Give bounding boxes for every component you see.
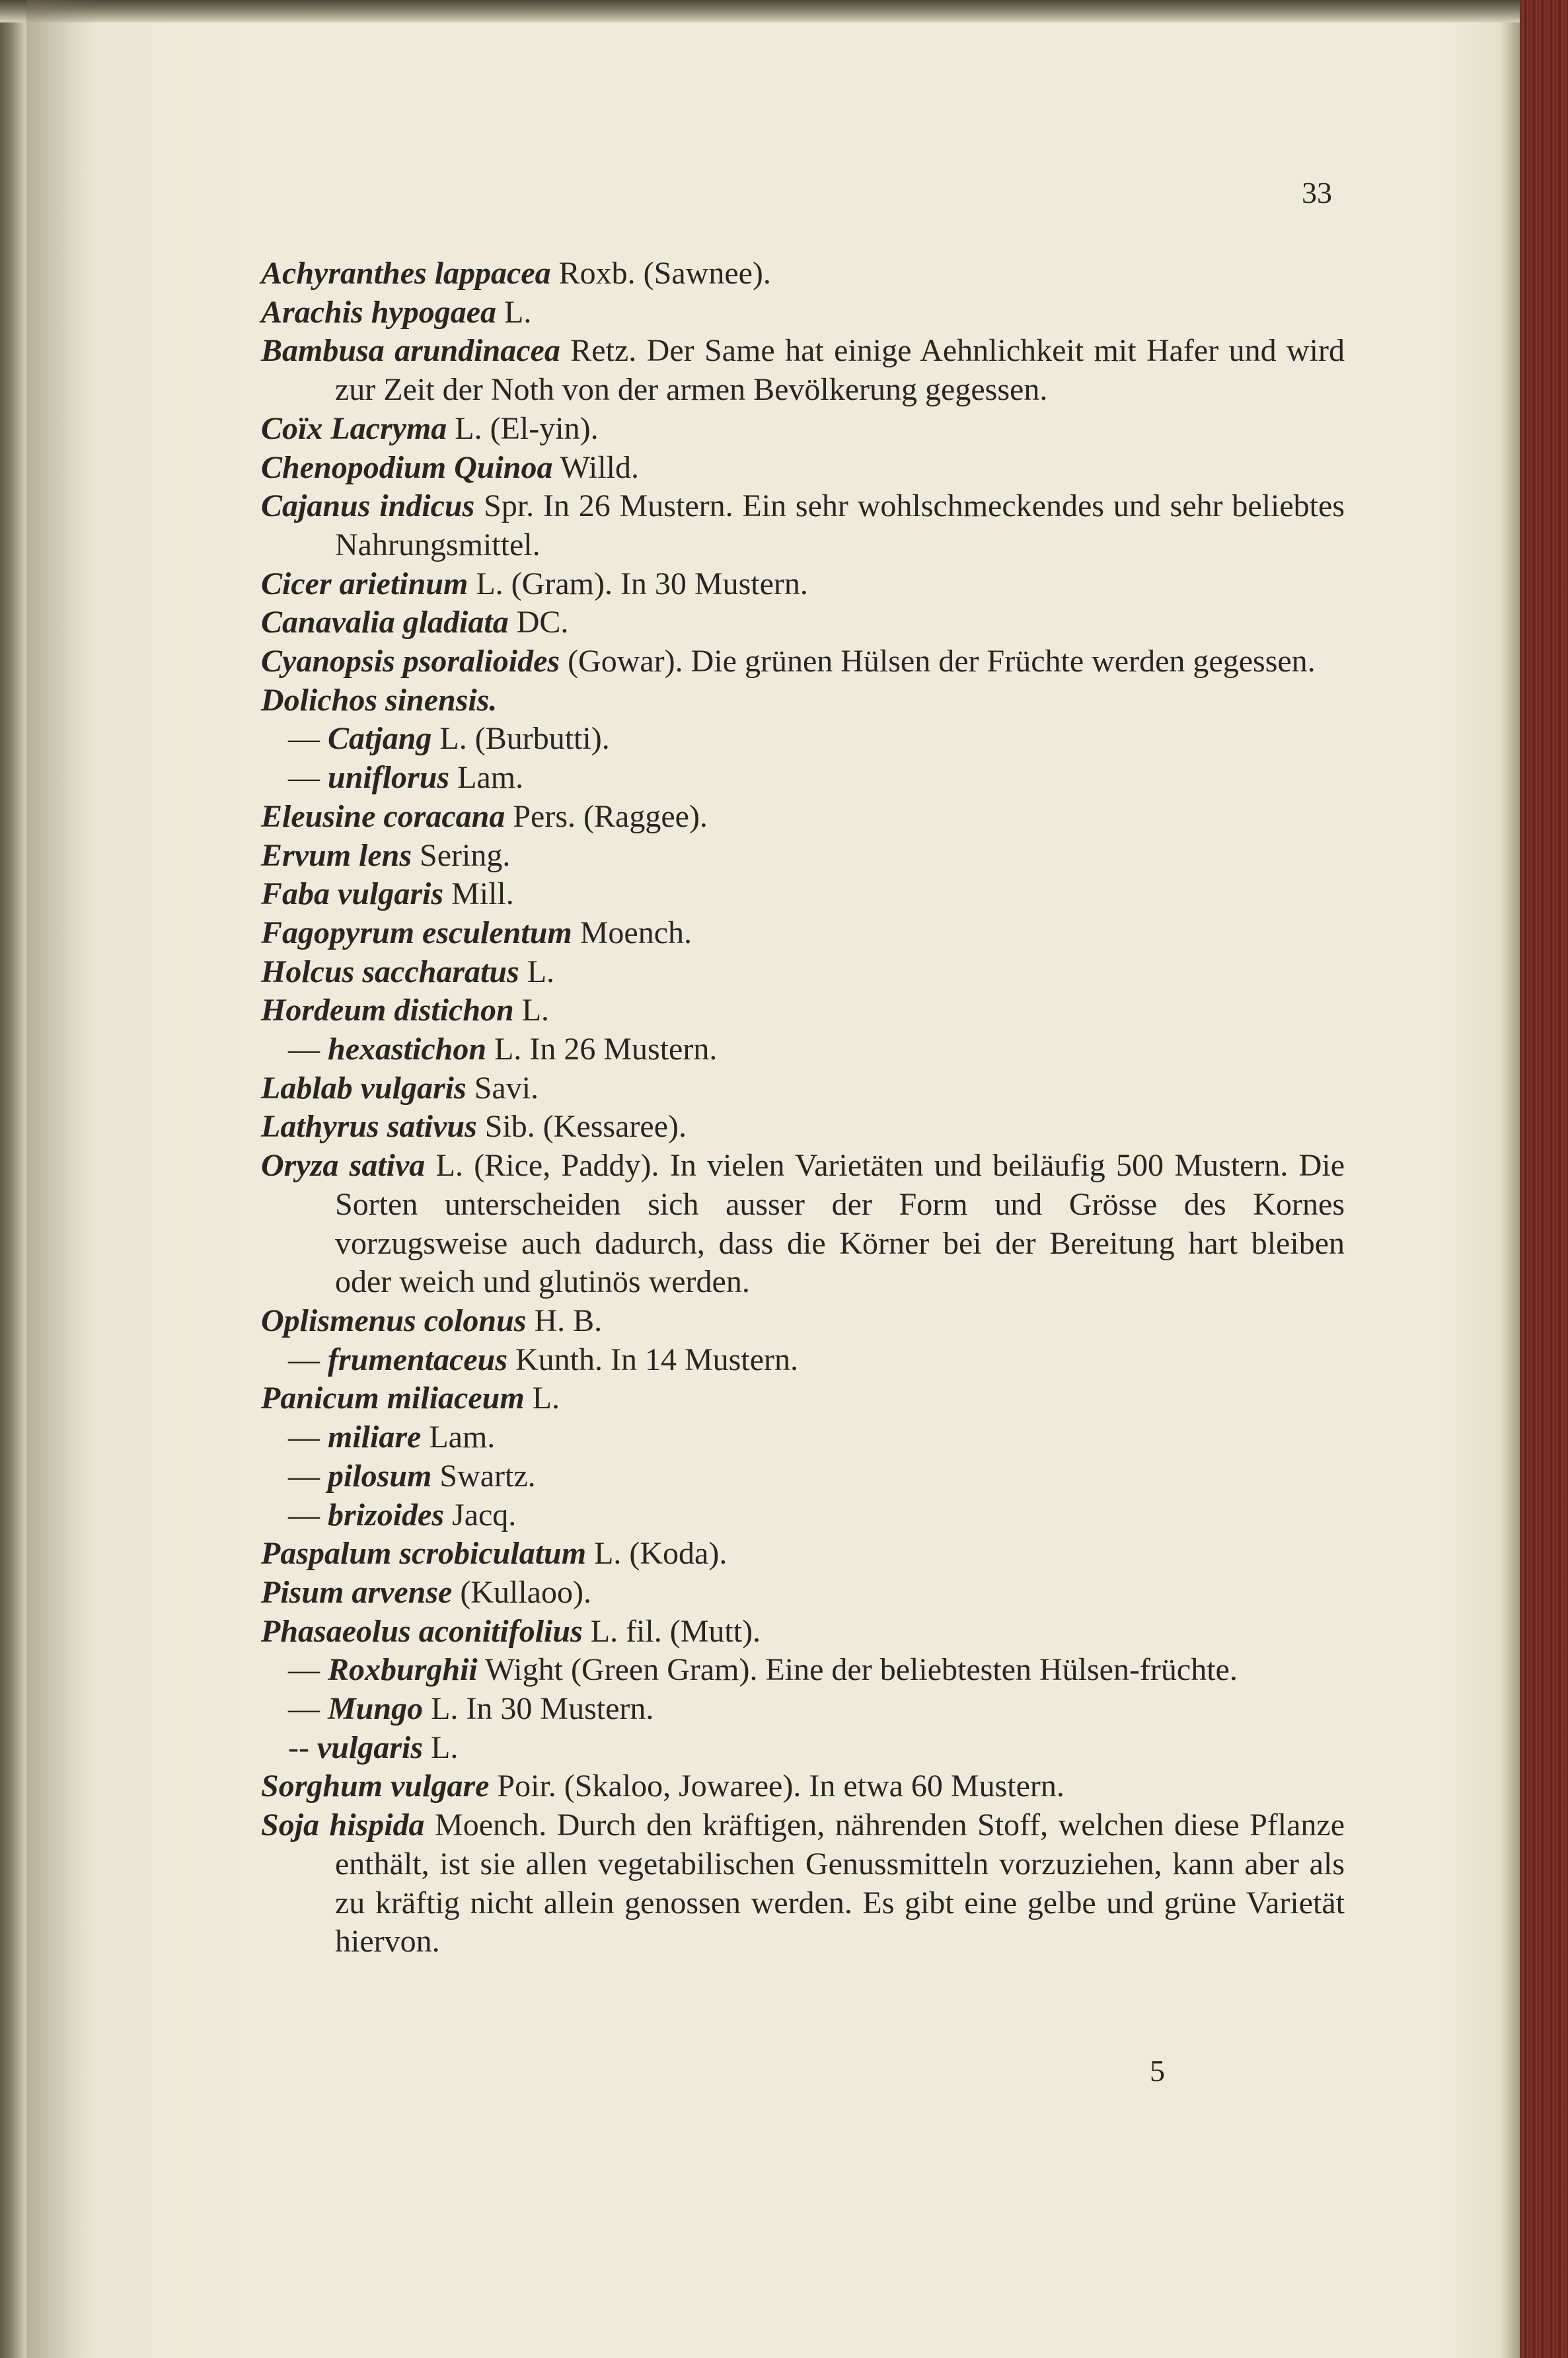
- list-item: Ervum lens Sering.: [261, 837, 511, 873]
- list-item: — Catjang L. (Burbutti).: [288, 721, 610, 757]
- list-item: Fagopyrum esculentum Moench.: [261, 915, 692, 950]
- list-item: Sorghum vulgare Poir. (Skaloo, Jowaree). In etwa 60 Mustern.: [261, 1768, 1064, 1804]
- list-item: Pisum arvense (Kullaoo).: [261, 1574, 591, 1610]
- page-number: 33: [1302, 176, 1332, 209]
- list-item: Paspalum scrobiculatum L. (Koda).: [261, 1536, 728, 1572]
- list-item: Canavalia gladiata DC.: [261, 605, 569, 640]
- list-item: — pilosum Swartz.: [288, 1458, 536, 1494]
- list-item: Eleusine coracana Pers. (Raggee).: [261, 798, 708, 834]
- list-item: Chenopodium Quinoa Willd.: [261, 449, 639, 485]
- list-item: — miliare Lam.: [288, 1420, 496, 1455]
- list-item: Coïx Lacryma L. (El-yin).: [261, 410, 599, 446]
- list-item: Arachis hypogaea L.: [261, 294, 532, 330]
- list-item: — brizoides Jacq.: [288, 1497, 517, 1533]
- list-item: Soja hispida Moench. Durch den kräftigen, nährenden Stoff, welchen diese Pflanze enthält, ist sie allen vegetabilischen Genussmitteln vorzuziehen, kann aber als zu kräftig nicht allein genossen werden. Es gibt eine gelbe und grüne Varietät hiervon.: [261, 1807, 1345, 1959]
- list-item: Lathyrus sativus Sib. (Kessaree).: [261, 1109, 687, 1145]
- list-item: Oryza sativa L. (Rice, Paddy). In vielen Varietäten und beiläufig 500 Mustern. Die Sorten unterscheiden sich ausser der Form und Grösse des Kornes vorzugsweise auch dadurch, dass die Körner bei der Bereitung hart bleiben oder weich und glutinös werden.: [261, 1148, 1345, 1300]
- list-item: Panicum miliaceum L.: [261, 1381, 560, 1416]
- list-item: — Mungo L. In 30 Mustern.: [288, 1691, 654, 1727]
- list-item: — frumentaceus Kunth. In 14 Mustern.: [288, 1342, 798, 1377]
- list-item: Holcus saccharatus L.: [261, 954, 555, 989]
- list-item: -- vulgaris L.: [288, 1730, 459, 1765]
- list-item: Achyranthes lappacea Roxb. (Sawnee).: [261, 256, 771, 291]
- list-item: Lablab vulgaris Savi.: [261, 1070, 539, 1106]
- plant-list: [261, 254, 1345, 1961]
- list-item: Cicer arietinum L. (Gram). In 30 Mustern.: [261, 566, 808, 601]
- list-item: Phasaeolus aconitifolius L. fil. (Mutt).: [261, 1613, 761, 1649]
- list-item: Cajanus indicus Spr. In 26 Mustern. Ein sehr wohlschmeckendes und sehr beliebtes Nahrungsmittel.: [261, 488, 1345, 562]
- list-item: Dolichos sinensis.: [261, 682, 498, 718]
- list-item: — hexastichon L. In 26 Mustern.: [288, 1032, 718, 1067]
- list-item: — uniflorus Lam.: [288, 760, 524, 796]
- list-item: Hordeum distichon L.: [261, 993, 550, 1028]
- list-item: Oplismenus colonus H. B.: [261, 1303, 603, 1338]
- list-item: — Roxburghii Wight (Green Gram). Eine der beliebtesten Hülsen-früchte.: [288, 1652, 1238, 1688]
- signature-mark: 5: [1150, 2054, 1165, 2088]
- list-item: Faba vulgaris Mill.: [261, 876, 514, 912]
- list-item: Cyanopsis psoralioides (Gowar). Die grünen Hülsen der Früchte werden gegessen.: [261, 644, 1316, 679]
- list-item: Bambusa arundinacea Retz. Der Same hat einige Aehnlichkeit mit Hafer und wird zur Zeit der Noth von der armen Bevölkerung gegessen.: [261, 333, 1345, 408]
